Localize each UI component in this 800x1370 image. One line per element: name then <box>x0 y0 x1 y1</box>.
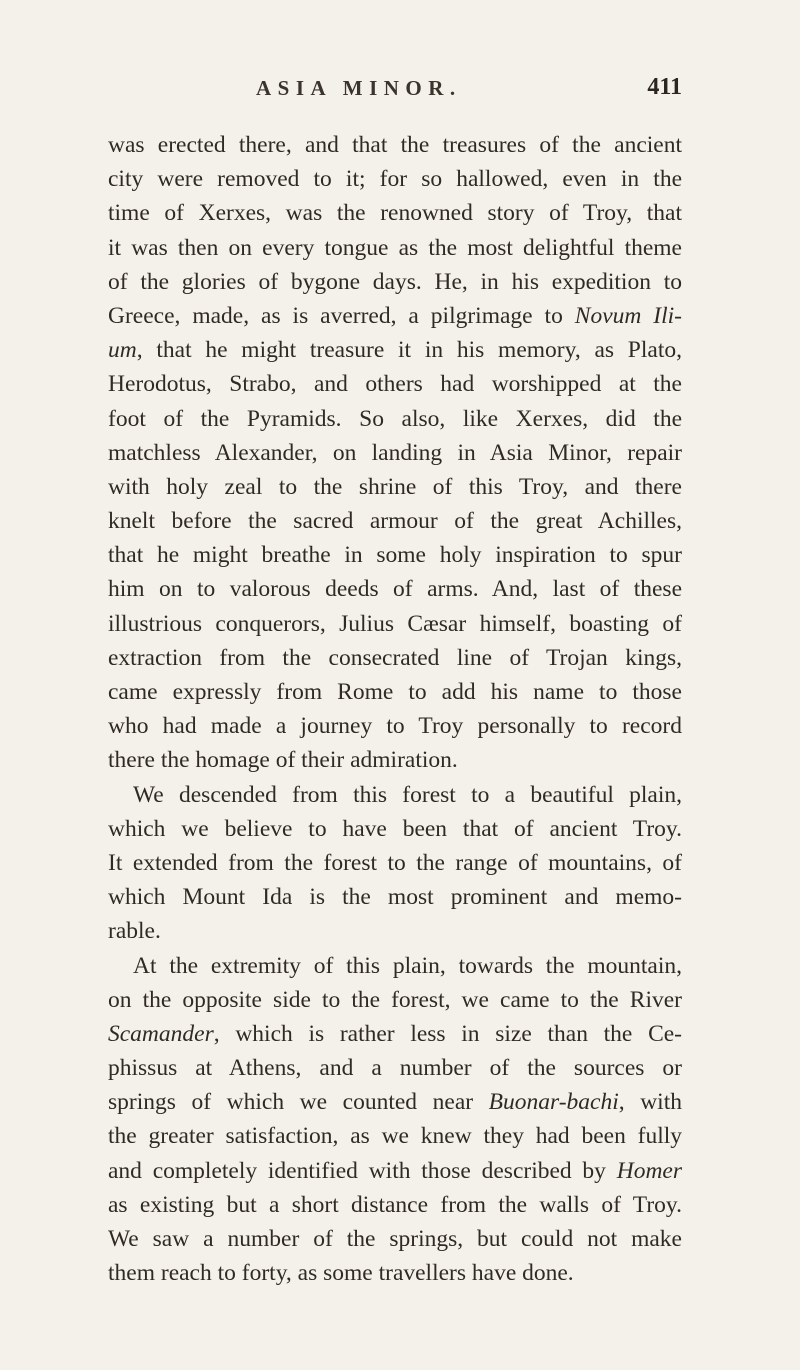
text-segment: knelt before the sacred armour of the great Achilles, <box>108 508 682 535</box>
text-segment: phissus at Athens, and a number of the sources or <box>108 1055 682 1082</box>
text-line <box>108 196 682 230</box>
text-line <box>108 470 682 504</box>
italic-text: Buonar-bachi <box>488 1089 619 1116</box>
text-line <box>108 504 682 538</box>
text-line <box>108 1085 682 1119</box>
text-segment: rable. <box>108 918 161 945</box>
text-segment: him on to valorous deeds of arms. And, last of these <box>108 576 682 603</box>
text-line <box>108 1154 682 1188</box>
text-segment: of the glories of bygone days. He, in his expedition to <box>108 268 682 295</box>
text-line <box>108 914 682 948</box>
text-line <box>108 675 682 709</box>
text-segment: which we believe to have been that of ancient Troy. <box>108 815 682 842</box>
text-segment: foot of the Pyramids. So also, like Xerxes, did the <box>108 405 682 432</box>
text-segment: that he might breathe in some holy inspiration to spur <box>108 542 682 569</box>
text-line <box>108 162 682 196</box>
text-segment: We saw a number of the springs, but could not make <box>108 1226 682 1252</box>
text-segment: illustrious conquerors, Julius Cæsar himself, boasting of <box>108 610 682 637</box>
italic-text: Scamander <box>108 1020 214 1047</box>
text-line <box>108 983 682 1017</box>
text-line <box>108 231 682 265</box>
text-line <box>108 333 682 367</box>
text-segment: time of Xerxes, was the renowned story of Troy, that <box>108 200 682 227</box>
text-segment: , with <box>618 1089 682 1116</box>
text-segment: and completely identified with those described by <box>108 1157 617 1184</box>
text-line <box>108 1017 682 1051</box>
body-text <box>108 128 682 1290</box>
text-segment: with holy zeal to the shrine of this Troy, and there <box>108 473 682 500</box>
page-number: 411 <box>647 74 682 100</box>
text-line <box>108 846 682 880</box>
text-line <box>108 402 682 436</box>
text-segment: We descended from this forest to a beautiful plain, <box>133 781 682 808</box>
text-segment: It extended from the forest to the range of mountains, of <box>108 849 682 876</box>
text-segment: which Mount Ida is the most prominent and memo- <box>108 884 682 911</box>
text-segment: Herodotus, Strabo, and others had worshipped at the <box>108 371 682 398</box>
text-line <box>108 778 682 812</box>
text-line <box>108 1051 682 1085</box>
text-segment: as existing but a short distance from the walls of Troy. <box>108 1191 682 1218</box>
text-segment: was erected there, and that the treasures of the ancient <box>108 132 682 158</box>
text-line <box>108 538 682 572</box>
text-line <box>108 880 682 914</box>
text-line <box>108 1119 682 1153</box>
text-segment: the greater satisfaction, as we knew they had been fully <box>108 1123 682 1150</box>
running-title: ASIA MINOR. <box>256 76 462 100</box>
text-line <box>108 607 682 641</box>
text-segment: it was then on every tongue as the most delightful theme <box>108 234 682 261</box>
text-line <box>108 709 682 743</box>
text-line <box>108 743 682 777</box>
page-header <box>108 76 682 108</box>
text-segment: At the extremity of this plain, towards the mountain, <box>133 952 682 979</box>
text-line <box>108 812 682 846</box>
text-line <box>108 436 682 470</box>
text-segment: city were removed to it; for so hallowed, even in the <box>108 166 682 193</box>
text-segment: matchless Alexander, on landing in Asia Minor, repair <box>108 439 682 466</box>
text-line <box>108 367 682 401</box>
text-segment: Greece, made, as is averred, a pilgrimage to <box>108 302 575 329</box>
text-line <box>108 299 682 333</box>
text-segment: , that he might treasure it in his memory, as Plato, <box>136 337 682 364</box>
text-segment: came expressly from Rome to add his name to those <box>108 679 682 705</box>
text-line <box>108 1256 682 1290</box>
text-line <box>108 572 682 606</box>
text-line <box>108 1222 682 1256</box>
text-line <box>108 641 682 675</box>
text-line <box>108 128 682 162</box>
italic-text: um <box>108 337 137 364</box>
text-segment: , which is rather less in size than the Ce- <box>213 1020 682 1047</box>
text-segment: there the homage of their admiration. <box>108 747 458 774</box>
text-line <box>108 949 682 983</box>
italic-text: Homer <box>616 1157 682 1184</box>
text-segment: them reach to forty, as some travellers have done. <box>108 1260 574 1287</box>
text-line <box>108 265 682 299</box>
italic-text: Novum Ili- <box>574 302 682 329</box>
text-segment: springs of which we counted near <box>108 1089 489 1116</box>
text-segment: extraction from the consecrated line of Trojan kings, <box>108 644 682 671</box>
text-segment: on the opposite side to the forest, we came to the River <box>108 986 682 1013</box>
text-segment: who had made a journey to Troy personally to record <box>108 713 682 740</box>
text-line <box>108 1188 682 1222</box>
